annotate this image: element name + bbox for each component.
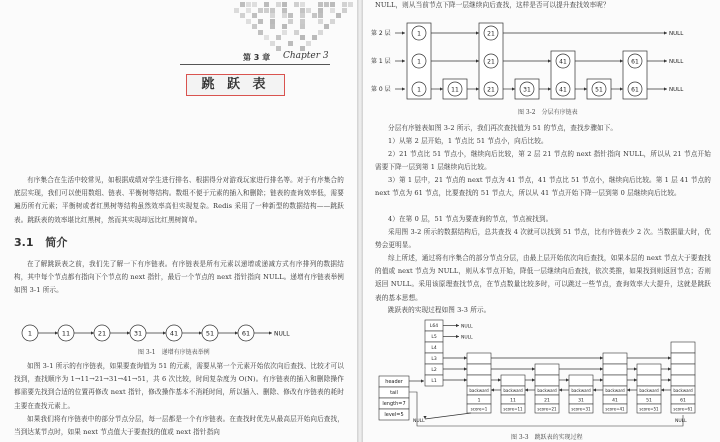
score-label: 41 xyxy=(612,398,618,404)
level-arrow-head xyxy=(440,87,443,90)
node-level-slot xyxy=(637,375,661,386)
node-value: 51 xyxy=(595,86,603,94)
pixel-block xyxy=(300,24,305,29)
backward-label: backward xyxy=(571,388,591,393)
figure-3-2-caption: 图 3-2 分层有序链表 xyxy=(518,109,578,116)
score-text: score=51 xyxy=(639,406,659,412)
right-page xyxy=(363,0,720,442)
null-label: NULL xyxy=(461,335,473,341)
pixel-block xyxy=(252,13,257,18)
pixel-block xyxy=(258,19,263,24)
node-value: 61 xyxy=(241,329,251,338)
step-4: 4）在第 0 层，51 节点为要查询的节点，节点被找到。 xyxy=(388,215,553,223)
level-label: 第 1 层 xyxy=(371,58,391,65)
pixel-block xyxy=(264,8,269,13)
forward-arrow-head xyxy=(464,356,467,359)
next-arrow-head xyxy=(269,331,272,334)
score-label: 51 xyxy=(646,398,652,404)
level-arrow-head xyxy=(512,87,515,90)
level-slot-label: L5 xyxy=(431,335,437,340)
pixel-block xyxy=(282,8,287,13)
node-value: 21 xyxy=(487,58,495,66)
node-value: 31 xyxy=(133,329,143,338)
chapter-label: 第 3 章 xyxy=(243,53,271,62)
node-value: 1 xyxy=(417,86,421,94)
header-field-label: length=7 xyxy=(382,401,406,407)
level-arrow-head xyxy=(664,87,667,90)
figure-3-1-caption: 图 3-1 递增有序链表举例 xyxy=(138,349,210,356)
header-field-label: level=5 xyxy=(384,412,404,418)
null-label: NULL xyxy=(461,324,473,330)
pixel-block xyxy=(300,19,305,24)
node-value: 41 xyxy=(169,329,179,338)
pixel-block xyxy=(318,19,323,24)
pixel-block xyxy=(330,19,335,24)
level-label: 第 0 层 xyxy=(371,86,391,93)
pixel-block xyxy=(306,41,311,46)
pixel-block xyxy=(348,2,353,7)
level-slot-label: L4 xyxy=(431,346,437,351)
level-arrow-head xyxy=(548,59,551,62)
forward-arrow-head xyxy=(600,356,603,359)
next-arrow-head xyxy=(91,331,94,334)
pixel-block xyxy=(318,30,323,35)
pixel-block xyxy=(270,41,275,46)
node-value: 21 xyxy=(487,86,495,94)
pixel-block xyxy=(252,24,257,29)
pixel-block xyxy=(300,13,305,18)
pixel-block xyxy=(300,8,305,13)
pixel-block xyxy=(312,13,317,18)
level-null-arrow-head xyxy=(456,324,459,327)
pixel-block xyxy=(270,24,275,29)
pixel-block xyxy=(324,2,329,7)
node-level-slot xyxy=(467,375,491,386)
level-label: 第 2 层 xyxy=(371,30,391,37)
backward-label: backward xyxy=(503,388,523,393)
forward-arrow-head xyxy=(566,378,569,381)
node-level-slot xyxy=(671,353,695,364)
pixel-block xyxy=(318,13,323,18)
node-value: 51 xyxy=(205,329,215,338)
level-slot-label: L3 xyxy=(431,357,437,362)
pixel-block xyxy=(276,2,281,7)
header-field-label: header xyxy=(385,379,403,385)
node-level-slot xyxy=(603,375,627,386)
score-label: 61 xyxy=(680,398,686,404)
step-2: 2）21 节点比 51 节点小，继续向后比较，第 2 层 21 节点的 next 指针指向 NULL，所以从 21 节点开始需要下降一层到第 1 层继续向后比较。 xyxy=(375,150,711,172)
forward-arrow-head xyxy=(634,367,637,370)
section-number: 3.1 xyxy=(14,236,34,249)
pixel-block xyxy=(342,2,347,7)
pixel-block xyxy=(318,2,323,7)
backward-label: backward xyxy=(673,388,693,393)
level-slot-label: L2 xyxy=(431,368,437,373)
pixel-block xyxy=(324,24,329,29)
step-3: 3）第 1 层中，21 节点的 next 节点为 41 节点，41 节点比 51 节点小，继续向后比较。第 1 层 41 节点的 next 节点为 61 节点，比要查找的 51 节点大，所以从 41 节点开始下降一层到第 0 层继续向后比较。 xyxy=(375,176,711,198)
pixel-block xyxy=(246,19,251,24)
level-arrow-head xyxy=(584,87,587,90)
forward-arrow-head xyxy=(498,378,501,381)
pixel-block xyxy=(270,8,275,13)
score-label: 31 xyxy=(578,398,584,404)
node-level-slot xyxy=(671,342,695,353)
level-arrow-head xyxy=(476,87,479,90)
node-value: 31 xyxy=(523,86,531,94)
continued-text: NULL，则从当前节点下降一层继续向后查找，这样是否可以提升查找效率呢？ xyxy=(375,1,610,9)
node-level-slot xyxy=(569,375,593,386)
backward-arrow-head xyxy=(525,388,528,391)
node-level-slot xyxy=(501,375,525,386)
node-value: 61 xyxy=(631,58,639,66)
figure-3-3-caption: 图 3-3 跳跃表的实现过程 xyxy=(511,434,583,441)
header-field-label: tail xyxy=(390,390,398,396)
pixel-block xyxy=(282,30,287,35)
pixel-block xyxy=(276,46,281,51)
backward-arrow-head xyxy=(627,388,630,391)
backward-label: backward xyxy=(605,388,625,393)
body-paragraph-2: 在了解跳跃表之前，我们先了解一下有序链表。有序链表是所有元素以递增或递减方式有序排列的数据结构，其中每个节点都有指向下个节点的 next 指针，最后一个节点的 next 指针指向 NULL。递增有序链表举例如图 3-1 所示。 xyxy=(14,260,344,295)
level-arrow-head xyxy=(664,59,667,62)
pixel-block xyxy=(288,13,293,18)
pixel-block xyxy=(306,8,311,13)
node-level-slot xyxy=(467,353,491,364)
node-value: 41 xyxy=(559,58,567,66)
entry-arrow-head xyxy=(402,31,405,34)
node-level-slot xyxy=(671,375,695,386)
node-value: 61 xyxy=(631,86,639,94)
body-paragraph-7: 综上所述，通过将有序集合的部分节点分层，由最上层开始依次向后查找，如果本层的 next 节点大于要查找的值或 next 节点为 NULL，则从本节点开始，降低一层继续向后查找，依次类推，如果找到则返回节点；否则返回 NULL。采用该原理查找节点，在节点数量比较多时，可以跳过一些节点，查询效率大大提升，这就是跳跃表的基本思想。 xyxy=(375,254,711,302)
node-value: 1 xyxy=(417,58,421,66)
score-text: score=61 xyxy=(673,406,693,412)
figure-3-1-ordered-list xyxy=(20,320,350,346)
score-label: 1 xyxy=(477,398,481,404)
pixel-block xyxy=(288,19,293,24)
level-arrow-head xyxy=(620,59,623,62)
next-arrow-head xyxy=(55,331,58,334)
backward-null-arrow xyxy=(425,413,471,419)
node-value: 1 xyxy=(417,30,421,38)
node-level-slot xyxy=(603,364,627,375)
next-arrow-head xyxy=(235,331,238,334)
pixel-block xyxy=(282,24,287,29)
next-arrow-head xyxy=(199,331,202,334)
null-label: NULL xyxy=(413,419,425,424)
score-text: score=11 xyxy=(503,406,523,412)
forward-arrow-head xyxy=(532,378,535,381)
forward-arrow-head xyxy=(464,378,467,381)
pixel-block xyxy=(270,19,275,24)
pixel-block xyxy=(246,8,251,13)
node-value: 21 xyxy=(487,30,495,38)
level-slot-label: L64 xyxy=(429,324,439,329)
level-arrow-head xyxy=(548,87,551,90)
pixel-block xyxy=(240,13,245,18)
pixel-block xyxy=(258,8,263,13)
node-value: 11 xyxy=(451,86,459,94)
pixel-block xyxy=(234,8,239,13)
pixel-block xyxy=(282,13,287,18)
chapter-underline xyxy=(180,64,330,65)
node-level-slot xyxy=(603,353,627,364)
level-arrow-head xyxy=(664,31,667,34)
pixel-block xyxy=(258,30,263,35)
backward-label: backward xyxy=(639,388,659,393)
backward-label: backward xyxy=(469,388,489,393)
forward-arrow-head xyxy=(532,367,535,370)
forward-arrow-head xyxy=(668,356,671,359)
forward-arrow-head xyxy=(668,378,671,381)
score-label: 21 xyxy=(544,398,550,404)
node-level-slot xyxy=(671,364,695,375)
section-heading xyxy=(14,234,67,250)
pixel-block xyxy=(294,2,299,7)
null-label: NULL xyxy=(669,87,684,93)
level-slot-label: L1 xyxy=(431,379,437,384)
pixel-block xyxy=(300,2,305,7)
figure-3-2-layered-list xyxy=(371,19,701,107)
pixel-block xyxy=(270,13,275,18)
score-text: score=21 xyxy=(537,406,557,412)
forward-arrow-head xyxy=(600,367,603,370)
pixel-block xyxy=(330,8,335,13)
pixel-block xyxy=(264,2,269,7)
level-null-arrow-head xyxy=(456,335,459,338)
pixel-block xyxy=(288,41,293,46)
node-level-slot xyxy=(637,364,661,375)
figure-3-3-skiplist-implementation xyxy=(377,318,707,430)
node-value: 11 xyxy=(61,329,71,338)
backward-arrow-head xyxy=(559,388,562,391)
pixel-block xyxy=(252,2,257,7)
score-label: 11 xyxy=(510,398,516,404)
step-1: 1）从第 2 层开始，1 节点比 51 节点小，向后比较。 xyxy=(388,137,548,145)
node-value: 41 xyxy=(559,86,567,94)
chapter-title-box xyxy=(186,74,285,96)
node-level-slot xyxy=(535,375,559,386)
next-arrow-head xyxy=(127,331,130,334)
body-paragraph-3: 如图 3-1 所示的有序链表，如果要查询值为 51 的元素，需要从第一个元素开始依次向后查找、比较才可以找到，查找顺序为 1→11→21→31→41→51，共 6 次比较，时间复杂度为 O(N)。有序链表的插入和删除操作都需要先找到合适的位置再修改 next 指针，修改操作基本不消耗时间，所以插入、删除、修改有序链表的耗时主要在查找元素上。 xyxy=(14,362,344,410)
backward-arrow-head xyxy=(491,388,494,391)
pixel-block xyxy=(336,13,341,18)
null-label: NULL xyxy=(669,31,684,37)
null-label: NULL xyxy=(669,59,684,65)
node-level-slot xyxy=(467,364,491,375)
pixel-block xyxy=(246,2,251,7)
score-text: score=41 xyxy=(605,406,625,412)
next-arrow-head xyxy=(163,331,166,334)
pixel-block xyxy=(294,30,299,35)
chapter-script-label: Chapter 3 xyxy=(283,51,329,61)
pixel-block xyxy=(240,2,245,7)
forward-arrow-head xyxy=(634,378,637,381)
pixel-block xyxy=(300,35,305,40)
pixel-block xyxy=(282,2,287,7)
forward-arrow-head xyxy=(464,367,467,370)
backward-label: backward xyxy=(537,388,557,393)
level-arrow-head xyxy=(476,59,479,62)
null-label: NULL xyxy=(675,419,687,424)
body-paragraph-6: 采用图 3-2 所示的数据结构后，总共查找 4 次就可以找到 51 节点，比有序链表少 2 次。当数据量大时，优势会更明显。 xyxy=(375,228,711,250)
entry-arrow-head xyxy=(402,87,405,90)
level-arrow-head xyxy=(476,31,479,34)
pixel-block xyxy=(342,8,347,13)
level-arrow-head xyxy=(620,87,623,90)
pixel-block xyxy=(318,8,323,13)
pixel-block xyxy=(330,2,335,7)
backward-arrow-head xyxy=(593,388,596,391)
forward-arrow-head xyxy=(668,367,671,370)
section-title: 简介 xyxy=(45,236,68,249)
node-level-slot xyxy=(535,364,559,375)
backward-arrow-head xyxy=(661,388,664,391)
body-paragraph-4: 如果我们将有序链表中的部分节点分层，每一层都是一个有序链表。在查找时优先从最高层开始向后查找，当到达某节点时，如果 next 节点值大于要查找的值或 next 指针指向 xyxy=(14,415,344,437)
pixel-block xyxy=(264,35,269,40)
body-paragraph-8: 跳跃表的实现过程如图 3-3 所示。 xyxy=(388,306,491,314)
null-label: NULL xyxy=(274,330,290,338)
pixel-block xyxy=(276,35,281,40)
left-page xyxy=(0,0,357,442)
intro-paragraph: 有序集合在生活中较常见，如根据成绩对学生进行排名、根据得分对游戏玩家进行排名等。对于有序集合的底层实现，我们可以使用数组、链表、平衡树等结构。数组不便于元素的插入和删除；链表的查询效率低，需要遍历所有元素；平衡树或者红黑树等结构虽然效率高但实现复杂。Redis 采用了一种新型的数据结构——跳跃表。跳跃表的效率堪比红黑树，然而其实现却远比红黑树简单。 xyxy=(14,176,344,224)
forward-arrow-head xyxy=(600,378,603,381)
score-text: score=1 xyxy=(470,406,488,412)
header-pointer-head xyxy=(421,379,424,382)
pixel-block xyxy=(312,35,317,40)
node-value: 21 xyxy=(97,329,107,338)
score-text: score=31 xyxy=(571,406,591,412)
node-value: 1 xyxy=(27,329,33,338)
body-paragraph-5: 分层有序链表如图 3-2 所示，我们再次查找值为 51 的节点，查找步骤如下。 xyxy=(388,124,618,132)
entry-arrow-head xyxy=(402,59,405,62)
chapter-title: 跳 跃 表 xyxy=(201,77,270,92)
